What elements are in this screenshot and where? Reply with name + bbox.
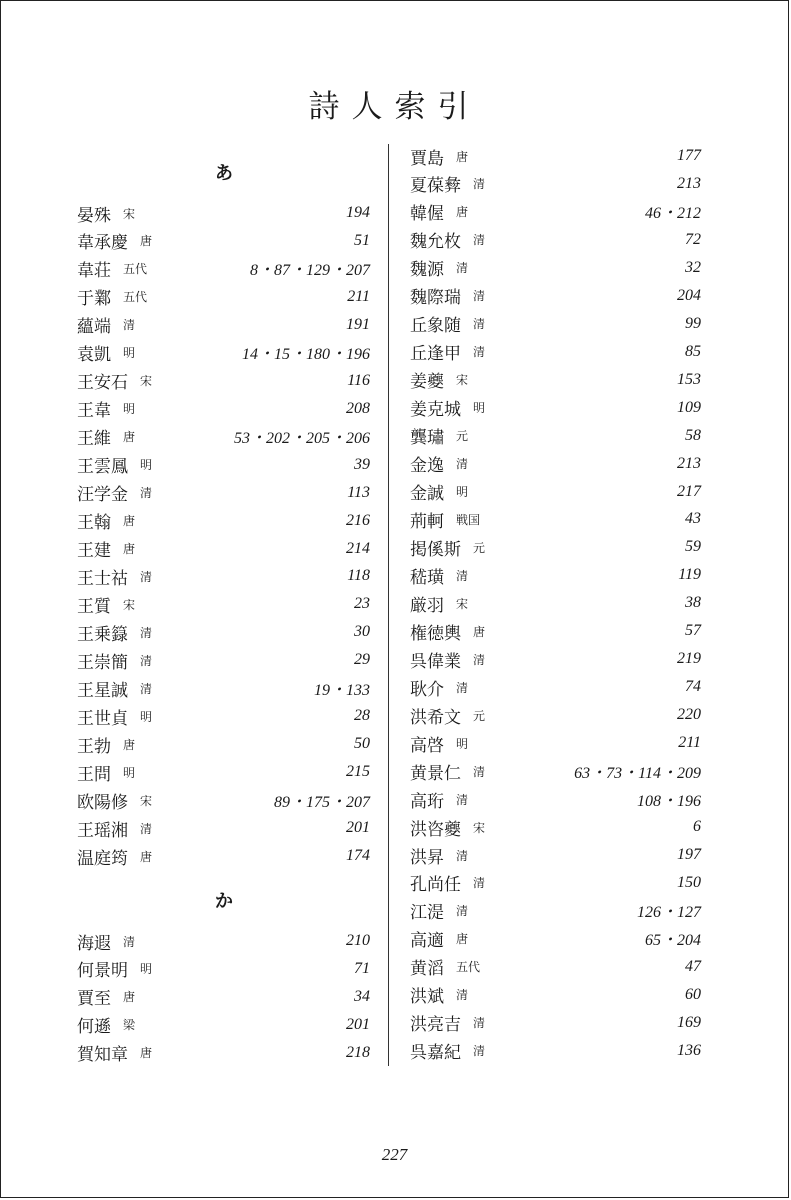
page-refs: 218 (346, 1043, 370, 1061)
page-refs: 150 (677, 873, 701, 891)
index-entry (410, 953, 701, 981)
poet-name: 王星誠 (77, 680, 128, 701)
index-entry (77, 227, 370, 255)
poet-name: 王安石 (77, 373, 128, 394)
poet-name: 洪希文 (410, 707, 461, 728)
dynasty-label: 清 (456, 848, 469, 863)
index-entry (77, 255, 370, 283)
page-refs: 74 (685, 678, 701, 696)
dynasty-label: 明 (456, 736, 469, 751)
poet-name: 王問 (77, 764, 111, 785)
dynasty-label: 清 (140, 486, 153, 501)
poet-name: 王士祜 (77, 568, 128, 589)
index-entry (77, 758, 370, 786)
page-refs: 28 (354, 707, 370, 725)
dynasty-label: 唐 (456, 205, 469, 220)
page-refs: 29 (354, 651, 370, 669)
page-refs: 177 (677, 147, 701, 164)
section-heading-a: あ (215, 163, 233, 184)
poet-name: 金逸 (410, 456, 444, 477)
index-entry (77, 702, 370, 730)
page-refs: 72 (685, 230, 701, 248)
page-refs: 71 (354, 959, 370, 977)
poet-name: 王建 (77, 541, 111, 562)
page-refs: 211 (347, 287, 370, 305)
index-entry (410, 170, 701, 198)
page-refs: 208 (346, 399, 370, 417)
index-entry (77, 786, 370, 814)
page-refs: 57 (685, 622, 701, 640)
page-refs: 109 (677, 398, 701, 416)
index-entry (410, 142, 701, 170)
index-entry (410, 198, 701, 226)
page-refs: 53・202・205・206 (233, 430, 370, 448)
poet-name: 温庭筠 (77, 848, 128, 869)
section-heading-ka: か (215, 891, 233, 912)
index-entry (77, 983, 370, 1011)
dynasty-label: 清 (473, 317, 486, 332)
page-refs: 39 (354, 455, 370, 473)
dynasty-label: 清 (140, 625, 153, 640)
dynasty-label: 明 (140, 458, 153, 473)
page-refs: 59 (685, 538, 701, 556)
page-refs: 34 (354, 987, 370, 1005)
page-number: 227 (381, 1145, 408, 1164)
index-entry (410, 282, 701, 310)
index-entry (410, 701, 701, 729)
dynasty-label: 清 (456, 680, 469, 695)
page-refs: 8・87・129・207 (249, 262, 370, 280)
column-divider (388, 144, 389, 1066)
index-entry (410, 645, 701, 673)
poet-name: 王雲鳳 (77, 457, 128, 478)
index-entry (410, 366, 701, 394)
poet-name: 何遜 (77, 1017, 111, 1038)
page-refs: 89・175・207 (273, 793, 370, 811)
index-entry (77, 927, 370, 955)
page-refs: 65・204 (644, 932, 701, 950)
poet-name: 晏殊 (77, 205, 111, 226)
dynasty-label: 清 (140, 653, 153, 668)
page-refs: 219 (677, 650, 701, 668)
poet-name: 高啓 (410, 735, 444, 756)
index-entry (410, 422, 701, 450)
index-entry (77, 311, 370, 339)
dynasty-label: 明 (473, 401, 486, 416)
poet-name: 王質 (77, 596, 111, 617)
index-entry (410, 1037, 701, 1065)
index-entry (410, 450, 701, 478)
index-entry (77, 535, 370, 563)
poet-name: 韋承慶 (77, 233, 128, 254)
poet-name: 魏允枚 (410, 232, 461, 253)
dynasty-label: 宋 (456, 373, 469, 388)
page-refs: 116 (347, 371, 370, 389)
poet-name: 掲傒斯 (410, 539, 461, 560)
index-entry (77, 590, 370, 618)
dynasty-label: 五代 (456, 960, 481, 975)
index-entry (77, 646, 370, 674)
dynasty-label: 清 (456, 792, 469, 807)
dynasty-label: 明 (123, 402, 136, 417)
index-entry (77, 618, 370, 646)
dynasty-label: 元 (473, 708, 486, 723)
index-entry (410, 813, 701, 841)
dynasty-label: 元 (456, 429, 469, 444)
index-entry (410, 869, 701, 897)
page-refs: 51 (354, 231, 370, 249)
poet-name: 王勃 (77, 736, 111, 757)
index-entry (410, 310, 701, 338)
poet-name: 江湜 (410, 903, 444, 924)
dynasty-label: 清 (473, 764, 486, 779)
dynasty-label: 清 (473, 652, 486, 667)
index-entry (77, 842, 370, 870)
index-entry (77, 814, 370, 842)
poet-name: 呉嘉紀 (410, 1043, 461, 1064)
poet-name: 洪斌 (410, 987, 444, 1008)
index-entry (410, 533, 701, 561)
index-entry (77, 562, 370, 590)
poet-name: 王乗籙 (77, 624, 128, 645)
poet-name: 権徳輿 (410, 623, 461, 644)
dynasty-label: 五代 (123, 290, 148, 305)
poet-name: 姜克城 (410, 400, 461, 421)
index-entry (410, 925, 701, 953)
poet-name: 洪咨夔 (410, 819, 461, 840)
dynasty-label: 宋 (123, 206, 136, 221)
index-entry (77, 674, 370, 702)
dynasty-label: 元 (473, 540, 486, 555)
page-refs: 63・73・114・209 (574, 764, 701, 782)
page-refs: 201 (346, 1015, 370, 1033)
dynasty-label: 清 (123, 934, 136, 949)
index-entry (410, 589, 701, 617)
index-entry (410, 478, 701, 506)
poet-name: 王韋 (77, 401, 111, 422)
poet-name: 韓偓 (410, 204, 444, 225)
dynasty-label: 宋 (140, 374, 153, 389)
poet-name: 夏葆彜 (410, 176, 461, 197)
dynasty-label: 唐 (140, 234, 153, 249)
index-entry (410, 394, 701, 422)
dynasty-label: 明 (123, 346, 136, 361)
poet-name: 高適 (410, 931, 444, 952)
dynasty-label: 清 (123, 318, 136, 333)
poet-name: 欧陽修 (77, 792, 128, 813)
poet-name: 王維 (77, 429, 111, 450)
poet-name: 黄滔 (410, 959, 444, 980)
poet-name: 賈至 (77, 989, 111, 1010)
poet-name: 龔璛 (410, 428, 444, 449)
page-refs: 113 (347, 483, 370, 501)
page-refs: 108・196 (636, 792, 701, 810)
dynasty-label: 宋 (140, 793, 153, 808)
page-refs: 214 (346, 539, 370, 557)
poet-name: 王崇簡 (77, 652, 128, 673)
poet-name: 丘象随 (410, 316, 461, 337)
poet-name: 魏源 (410, 260, 444, 281)
index-entry (410, 981, 701, 1009)
dynasty-label: 戦国 (456, 512, 481, 527)
dynasty-label: 宋 (473, 820, 486, 835)
poet-name: 韋荘 (77, 261, 111, 282)
poet-name: 耿介 (410, 679, 444, 700)
dynasty-label: 唐 (140, 849, 153, 864)
page-refs: 216 (346, 511, 370, 529)
dynasty-label: 清 (473, 1016, 486, 1031)
dynasty-label: 清 (473, 1044, 486, 1059)
poet-name: 王世貞 (77, 708, 128, 729)
dynasty-label: 唐 (140, 1046, 153, 1061)
poet-name: 高珩 (410, 791, 444, 812)
poet-name: 汪学金 (77, 485, 128, 506)
dynasty-label: 五代 (123, 262, 148, 277)
page-refs: 19・133 (313, 681, 370, 699)
page-refs: 119 (678, 566, 701, 584)
dynasty-label: 明 (123, 765, 136, 780)
dynasty-label: 清 (140, 569, 153, 584)
dynasty-label: 清 (473, 289, 486, 304)
page-refs: 126・127 (636, 904, 701, 922)
page-refs: 174 (346, 847, 370, 865)
poet-name: 于鄴 (77, 289, 111, 310)
dynasty-label: 清 (473, 876, 486, 891)
page-refs: 43 (685, 510, 701, 528)
poet-name: 何景明 (77, 961, 128, 982)
page-refs: 169 (677, 1013, 701, 1031)
index-entry (410, 505, 701, 533)
dynasty-label: 宋 (456, 596, 469, 611)
page-title: 詩人索引 (308, 89, 481, 125)
index-entry (77, 507, 370, 535)
index-entry (77, 955, 370, 983)
index-entry (410, 785, 701, 813)
dynasty-label: 梁 (123, 1018, 136, 1033)
index-entry (410, 338, 701, 366)
poet-name: 嵇璜 (410, 567, 444, 588)
poet-name: 丘逢甲 (410, 344, 461, 365)
dynasty-label: 唐 (123, 430, 136, 445)
poet-name: 洪亮吉 (410, 1015, 461, 1036)
poet-name: 海遐 (77, 933, 111, 954)
page-refs: 191 (346, 315, 370, 333)
index-entry (410, 757, 701, 785)
dynasty-label: 清 (456, 904, 469, 919)
page-refs: 99 (685, 314, 701, 332)
page-refs: 60 (685, 985, 701, 1003)
dynasty-label: 清 (456, 261, 469, 276)
page-refs: 213 (677, 174, 701, 192)
page-refs: 38 (685, 594, 701, 612)
page-refs: 201 (346, 819, 370, 837)
dynasty-label: 唐 (456, 149, 469, 164)
dynasty-label: 唐 (123, 514, 136, 529)
index-entry (77, 730, 370, 758)
index-entry (77, 199, 370, 227)
page-refs: 220 (677, 706, 701, 724)
index-entry (77, 1011, 370, 1039)
poet-name: 蘊端 (77, 317, 111, 338)
index-entry (410, 841, 701, 869)
page-refs: 118 (347, 567, 370, 585)
dynasty-label: 清 (456, 457, 469, 472)
index-entry (77, 451, 370, 479)
page-refs: 30 (354, 623, 370, 641)
index-entry (77, 1039, 370, 1067)
page-refs: 194 (346, 204, 370, 221)
index-entry (410, 729, 701, 757)
index-entry (77, 395, 370, 423)
dynasty-label: 明 (140, 962, 153, 977)
poet-name: 黄景仁 (410, 763, 461, 784)
poet-name: 金誠 (410, 484, 444, 505)
dynasty-label: 唐 (473, 624, 486, 639)
index-entry (410, 673, 701, 701)
page-refs: 50 (354, 735, 370, 753)
poet-name: 厳羽 (410, 595, 444, 616)
dynasty-label: 清 (456, 568, 469, 583)
poet-name: 魏際瑞 (410, 288, 461, 309)
page-refs: 85 (685, 342, 701, 360)
dynasty-label: 清 (140, 681, 153, 696)
dynasty-label: 清 (473, 233, 486, 248)
poet-name: 洪昇 (410, 847, 444, 868)
index-entry (77, 339, 370, 367)
index-entry (77, 367, 370, 395)
page-refs: 217 (677, 482, 701, 500)
index-entry (77, 479, 370, 507)
index-entry (410, 254, 701, 282)
page-refs: 6 (693, 818, 701, 836)
dynasty-label: 唐 (456, 932, 469, 947)
page-refs: 153 (677, 370, 701, 388)
poet-name: 王瑶湘 (77, 820, 128, 841)
dynasty-label: 清 (140, 821, 153, 836)
page-refs: 211 (678, 734, 701, 752)
page-refs: 23 (354, 595, 370, 613)
page-refs: 210 (346, 932, 370, 949)
page-refs: 32 (685, 258, 701, 276)
page-refs: 47 (685, 957, 701, 975)
index-entry (410, 226, 701, 254)
dynasty-label: 唐 (123, 542, 136, 557)
index-entry (410, 617, 701, 645)
index-entry (410, 897, 701, 925)
dynasty-label: 清 (456, 988, 469, 1003)
page-refs: 14・15・180・196 (241, 346, 370, 364)
page-refs: 197 (677, 846, 701, 863)
dynasty-label: 唐 (123, 990, 136, 1005)
index-entry (410, 1009, 701, 1037)
poet-name: 姜夔 (410, 372, 444, 393)
page-refs: 213 (677, 454, 701, 472)
dynasty-label: 唐 (123, 737, 136, 752)
dynasty-label: 明 (456, 485, 469, 500)
dynasty-label: 宋 (123, 597, 136, 612)
page-refs: 58 (685, 426, 701, 444)
poet-name: 賀知章 (77, 1045, 128, 1066)
page-refs: 204 (677, 286, 701, 304)
index-entry (410, 561, 701, 589)
page-refs: 46・212 (644, 205, 701, 223)
poet-name: 呉偉業 (410, 651, 461, 672)
poet-name: 荊軻 (410, 511, 444, 532)
poet-name: 孔尚任 (410, 875, 461, 896)
page-refs: 136 (677, 1041, 701, 1059)
poet-name: 袁凱 (77, 345, 111, 366)
poet-name: 王翰 (77, 513, 111, 534)
dynasty-label: 清 (473, 345, 486, 360)
dynasty-label: 明 (140, 709, 153, 724)
dynasty-label: 清 (473, 177, 486, 192)
page-refs: 215 (346, 763, 370, 781)
index-entry (77, 283, 370, 311)
poet-name: 賈島 (410, 148, 444, 169)
index-entry (77, 423, 370, 451)
